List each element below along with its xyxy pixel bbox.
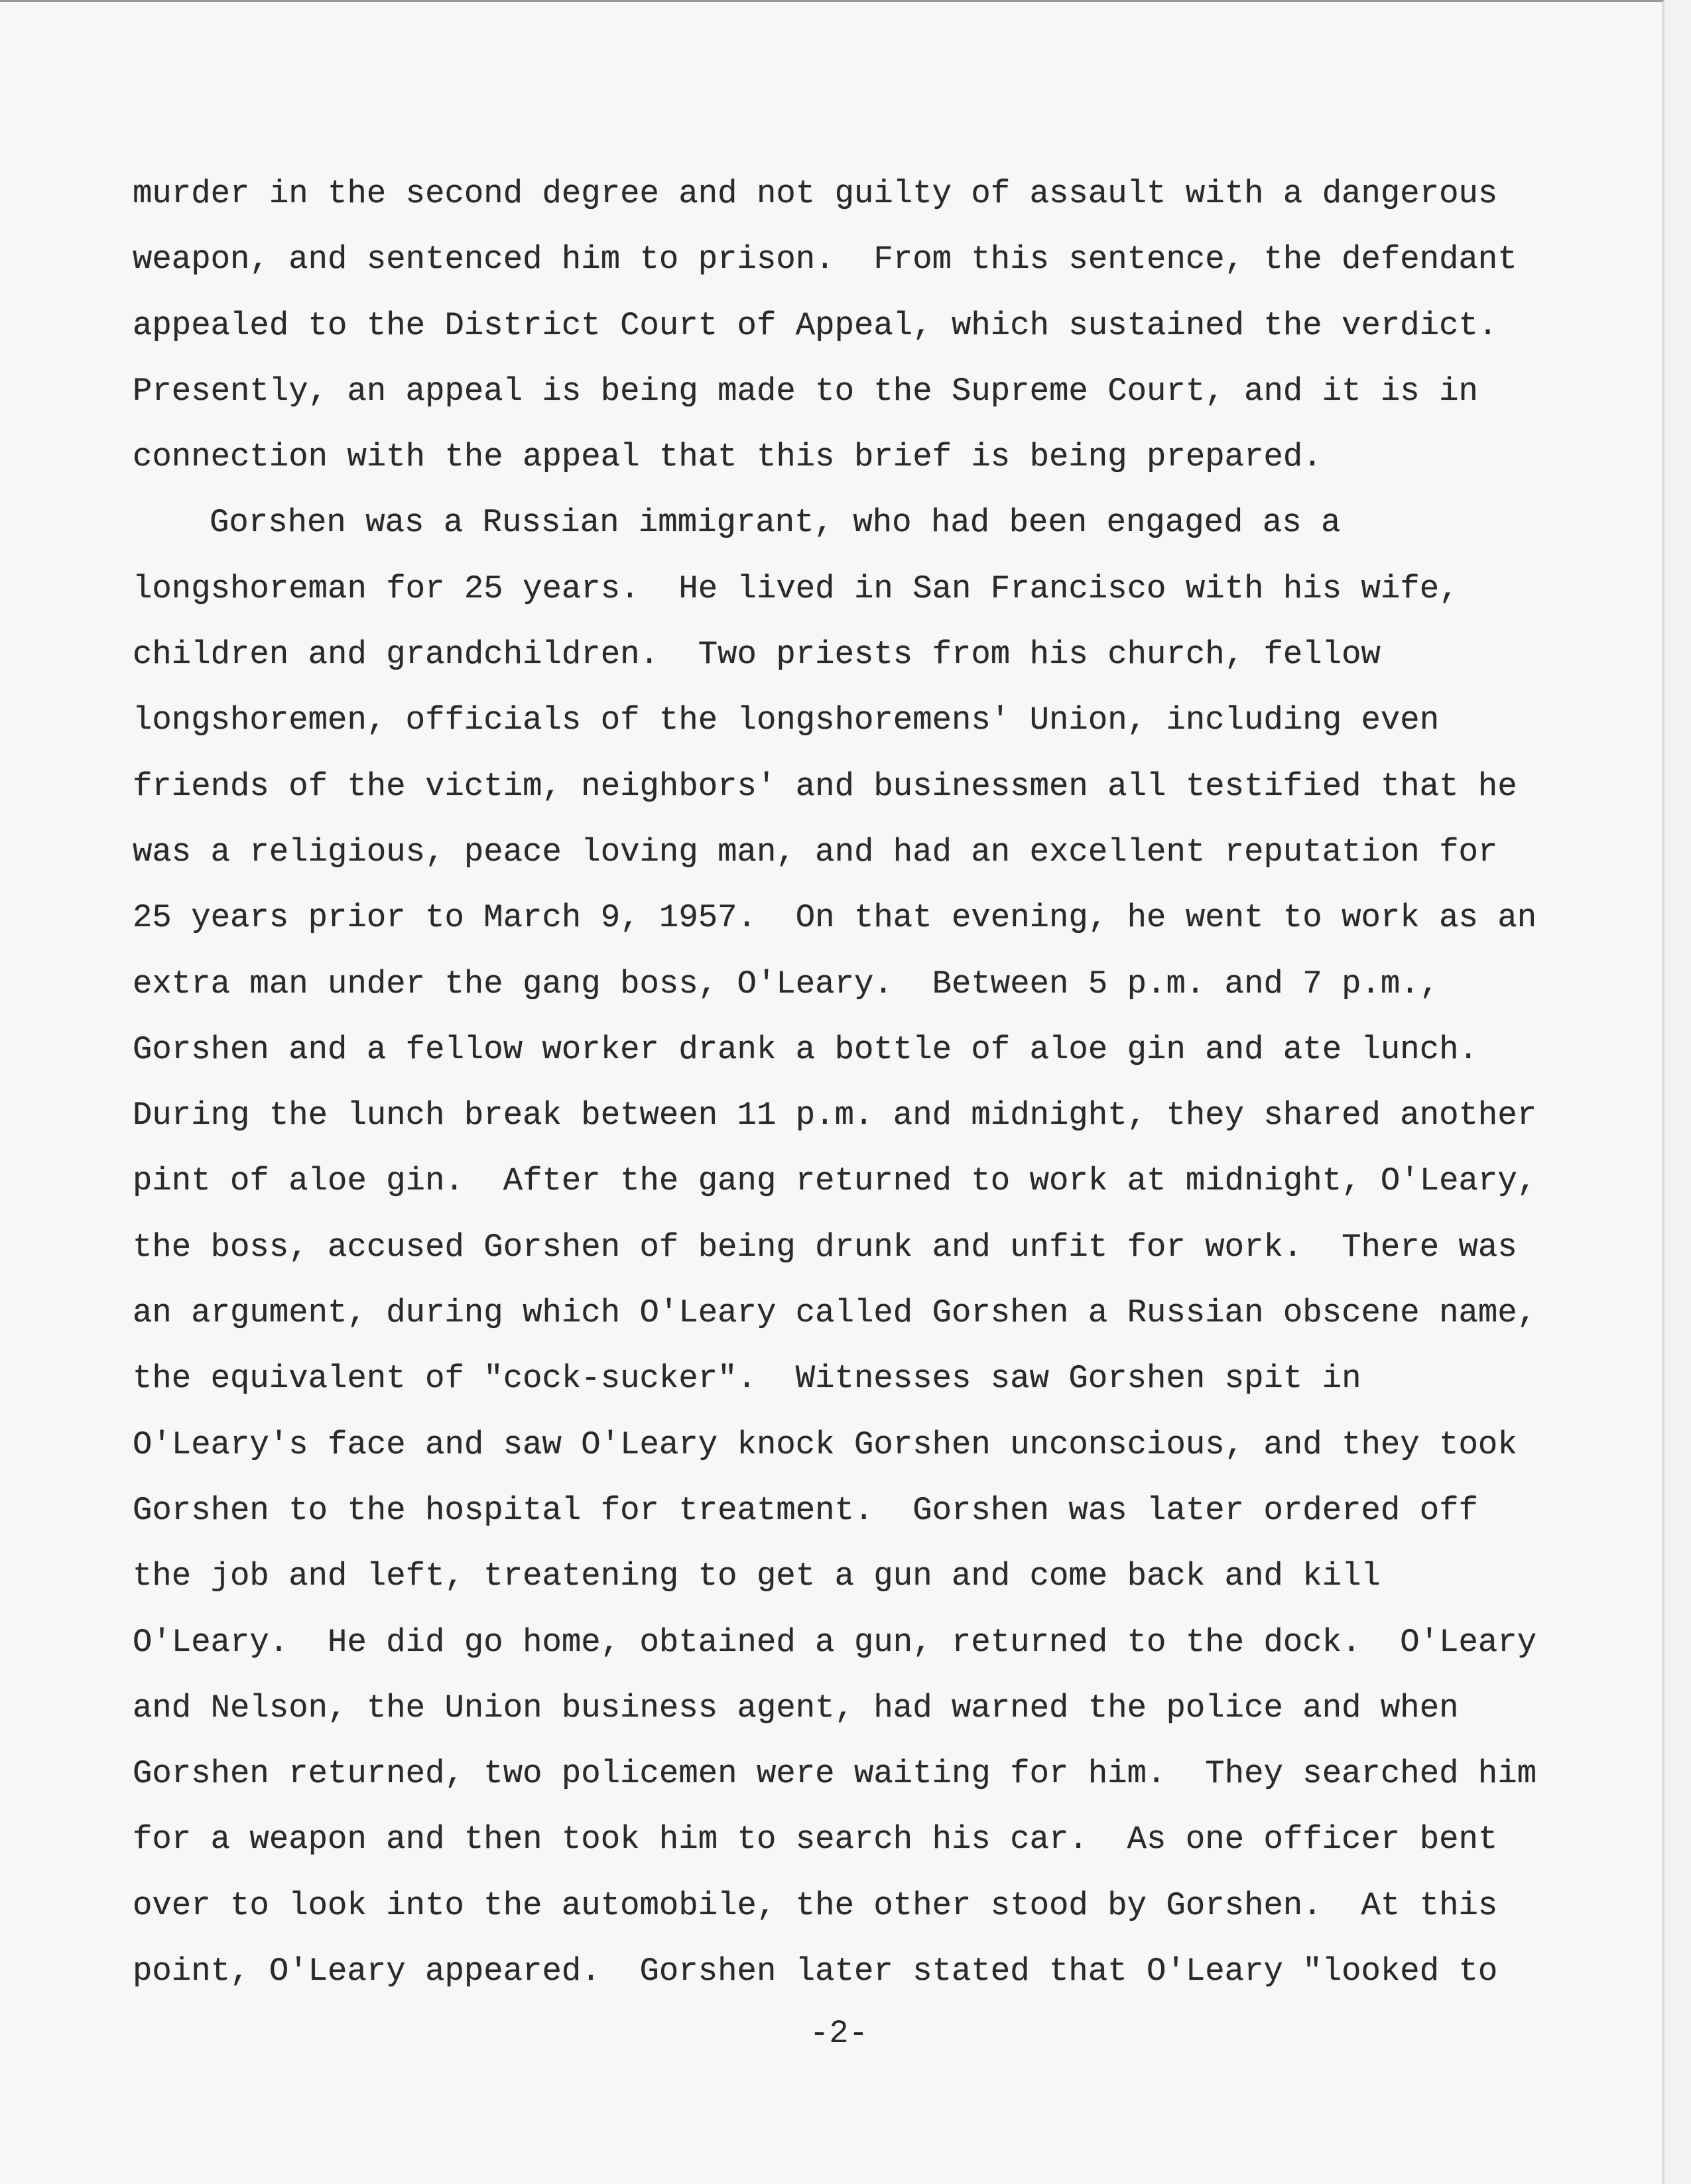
- text-line: connection with the appeal that this brief is being prepared.: [133, 438, 1322, 476]
- text-line: Gorshen to the hospital for treatment. Gorshen was later ordered off: [133, 1491, 1478, 1529]
- text-line: O'Leary. He did go home, obtained a gun, returned to the dock. O'Leary: [133, 1623, 1537, 1661]
- text-line: point, O'Leary appeared. Gorshen later stated that O'Leary "looked to: [133, 1953, 1498, 1990]
- text-line: for a weapon and then took him to search his car. As one officer bent: [133, 1821, 1498, 1858]
- text-line: appealed to the District Court of Appeal, which sustained the verdict.: [133, 306, 1498, 344]
- text-line: 25 years prior to March 9, 1957. On that evening, he went to work as an: [133, 899, 1537, 937]
- text-line: weapon, and sentenced him to prison. From this sentence, the defendant: [133, 241, 1517, 278]
- text-line: the boss, accused Gorshen of being drunk and unfit for work. There was: [133, 1228, 1517, 1266]
- text-line: and Nelson, the Union business agent, had warned the police and when: [133, 1689, 1459, 1727]
- text-line: an argument, during which O'Leary called Gorshen a Russian obscene name,: [133, 1294, 1537, 1332]
- text-line: longshoreman for 25 years. He lived in San Francisco with his wife,: [133, 570, 1459, 607]
- text-line: O'Leary's face and saw O'Leary knock Gorshen unconscious, and they took: [133, 1426, 1517, 1463]
- text-line: Presently, an appeal is being made to the Supreme Court, and it is in: [133, 372, 1478, 410]
- text-line: was a religious, peace loving man, and had an excellent reputation for: [133, 833, 1498, 871]
- text-line: children and grandchildren. Two priests from his church, fellow: [133, 636, 1381, 674]
- text-line: friends of the victim, neighbors' and businessmen all testified that he: [133, 767, 1517, 805]
- text-line: extra man under the gang boss, O'Leary. Between 5 p.m. and 7 p.m.,: [133, 965, 1440, 1002]
- text-line: over to look into the automobile, the other stood by Gorshen. At this: [133, 1886, 1498, 1924]
- text-line: Gorshen returned, two policemen were waiting for him. They searched him: [133, 1755, 1537, 1793]
- text-line: longshoremen, officials of the longshoremens' Union, including even: [133, 701, 1440, 739]
- body-text: [133, 161, 1536, 2004]
- text-line: pint of aloe gin. After the gang returned to work at midnight, O'Leary,: [133, 1162, 1537, 1200]
- text-line: the job and left, treatening to get a gun and come back and kill: [133, 1557, 1381, 1595]
- text-line: the equivalent of "cock-sucker". Witnesses saw Gorshen spit in: [133, 1360, 1361, 1398]
- text-line: During the lunch break between 11 p.m. and midnight, they shared another: [133, 1097, 1537, 1134]
- text-line: Gorshen was a Russian immigrant, who had been engaged as a: [210, 504, 1341, 542]
- text-line: murder in the second degree and not guilty of assault with a dangerous: [133, 175, 1498, 212]
- page-number: -2-: [809, 2015, 869, 2052]
- text-line: Gorshen and a fellow worker drank a bottle of aloe gin and ate lunch.: [133, 1030, 1478, 1068]
